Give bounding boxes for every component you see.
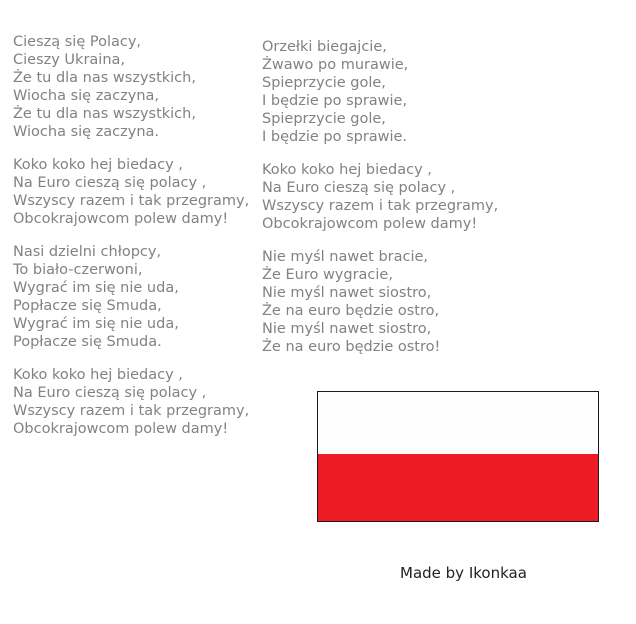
lyric-line: Cieszą się Polacy, [13,34,142,50]
flag-red-stripe [318,454,598,521]
lyric-line: Spieprzycie gole, [262,111,386,127]
poland-flag-image [317,391,599,522]
lyric-line: I będzie po sprawie, [262,93,408,109]
lyric-line: Cieszy Ukraina, [13,52,125,68]
lyric-line: Wszyscy razem i tak przegramy, [13,403,250,419]
lyric-line: Koko koko hej biedacy , [13,157,183,173]
lyric-line: Obcokrajowcom polew damy! [13,211,229,227]
lyric-line: Wszyscy razem i tak przegramy, [13,193,250,209]
lyric-line: Żwawo po murawie, [262,57,409,73]
lyric-line: Że tu dla nas wszystkich, [13,106,196,122]
credit-text: Made by Ikonkaa [400,564,527,582]
lyric-line: Że na euro będzie ostro, [262,303,440,319]
lyric-line: Wszyscy razem i tak przegramy, [262,198,499,214]
stanza [13,366,249,438]
lyric-line: Wiocha się zaczyna. [13,124,160,140]
lyric-line: Nie myśl nawet bracie, [262,249,429,265]
lyrics-column-left [13,33,249,453]
lyric-line: Wygrać im się nie uda, [13,316,179,332]
lyric-line: Popłacze się Smuda. [13,334,162,350]
lyric-line: Na Euro cieszą się polacy , [262,180,456,196]
lyric-line: Nie myśl nawet siostro, [262,285,432,301]
lyric-line: Popłacze się Smuda, [13,298,162,314]
stanza [13,243,249,351]
lyric-line: Spieprzycie gole, [262,75,386,91]
stanza [262,248,498,356]
lyric-line: Koko koko hej biedacy , [262,162,432,178]
lyric-line: To biało-czerwoni, [13,262,143,278]
lyric-line: Nie myśl nawet siostro, [262,321,432,337]
stanza [13,156,249,228]
lyric-line: Koko koko hej biedacy , [13,367,183,383]
stanza [262,161,498,233]
lyric-line: Wiocha się zaczyna, [13,88,160,104]
lyric-line: Obcokrajowcom polew damy! [262,216,478,232]
lyric-line: Że na euro będzie ostro! [262,339,441,355]
lyric-line: Na Euro cieszą się polacy , [13,385,207,401]
lyric-line: Wygrać im się nie uda, [13,280,179,296]
lyric-line: Na Euro cieszą się polacy , [13,175,207,191]
lyric-line: Że tu dla nas wszystkich, [13,70,196,86]
flag-white-stripe [318,392,598,454]
stanza [262,38,498,146]
lyric-line: Orzełki biegajcie, [262,39,387,55]
lyric-line: Nasi dzielni chłopcy, [13,244,162,260]
lyric-line: I będzie po sprawie. [262,129,408,145]
lyric-line: Że Euro wygracie, [262,267,393,283]
lyrics-column-right [262,38,498,371]
stanza [13,33,249,141]
lyric-line: Obcokrajowcom polew damy! [13,421,229,437]
